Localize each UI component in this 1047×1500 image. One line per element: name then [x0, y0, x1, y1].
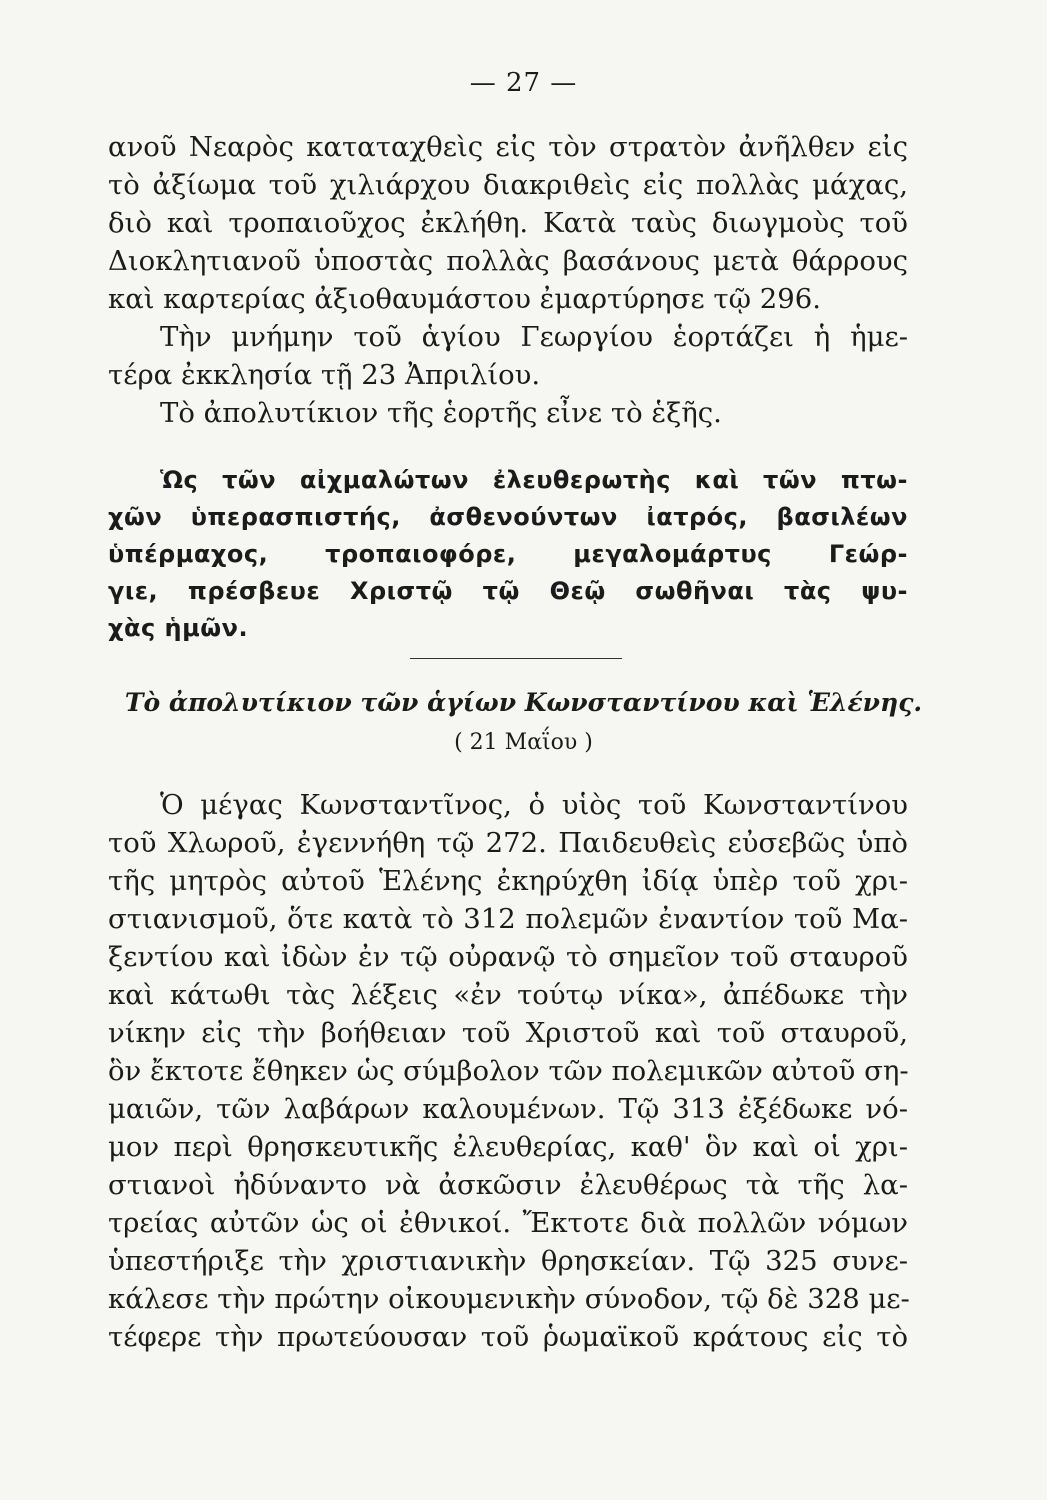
paragraph-saint-george — [108, 128, 908, 432]
text-line: κάλεσε τὴν πρώτην οἰκουμενικὴν σύνοδον, τῷ δὲ 328 με- — [108, 1283, 910, 1315]
text-line: ανοῦ Νεαρὸς καταταχθεὶς εἰς τὸν στρατὸν ἀνῆλθεν εἰς — [108, 131, 908, 163]
text-line: τρείας αὐτῶν ὡς οἱ ἐθνικοί. Ἔκτοτε διὰ πολλῶν νόμων — [108, 1207, 908, 1239]
hymn-line: χὰς ἡμῶν. — [108, 614, 249, 642]
section-heading: Τὸ ἀπολυτίκιον τῶν ἁγίων Κωνσταντίνου καὶ Ἑλένης. — [124, 688, 923, 717]
text-line: στιανοὶ ἠδύναντο νὰ ἀσκῶσιν ἐλευθέρως τὰ τῆς λα- — [108, 1169, 908, 1201]
section-divider — [410, 658, 622, 659]
text-line: καὶ καρτερίας ἀξιοθαυμάστου ἐμαρτύρησε τῷ 296. — [108, 283, 821, 315]
hymn-line: ὑπέρμαχος, τροπαιοφόρε, μεγαλομάρτυς Γεώρ- — [108, 540, 908, 568]
apolytikion-saint-george — [108, 462, 908, 647]
hymn-line: χῶν ὑπερασπιστής, ἀσθενούντων ἰατρός, βασιλέων — [108, 503, 908, 531]
text-line: νίκην εἰς τὴν βοήθειαν τοῦ Χριστοῦ καὶ τοῦ σταυροῦ, — [108, 1017, 908, 1049]
text-line: τέρα ἐκκλησία τῇ 23 Ἀπριλίου. — [108, 359, 541, 391]
text-line: ὑπεστήριξε τὴν χριστιανικὴν θρησκείαν. Τῷ 325 συνε- — [108, 1245, 908, 1277]
text-line: μαιῶν, τῶν λαβάρων καλουμένων. Τῷ 313 ἐξέδωκε νό- — [108, 1093, 908, 1125]
text-line: διὸ καὶ τροπαιοῦχος ἐκλήθη. Κατὰ ταὺς διωγμοὺς τοῦ — [108, 207, 908, 239]
text-line: καὶ κάτωθι τὰς λέξεις «ἐν τούτῳ νίκα», ἀπέδωκε τὴν — [108, 979, 908, 1011]
text-line: τῆς μητρὸς αὐτοῦ Ἑλένης ἐκηρύχθη ἰδίᾳ ὑπὲρ τοῦ χρι- — [108, 865, 908, 897]
text-line: ὃν ἔκτοτε ἔθηκεν ὡς σύμβολον τῶν πολεμικῶν αὐτοῦ ση- — [108, 1055, 909, 1087]
text-line: Ὁ μέγας Κωνσταντῖνος, ὁ υἱὸς τοῦ Κωνσταντίνου — [160, 789, 908, 821]
text-line: ξεντίου καὶ ἰδὼν ἐν τῷ οὐρανῷ τὸ σημεῖον τοῦ σταυροῦ — [108, 941, 908, 973]
paragraph-constantine-helen — [108, 786, 908, 1356]
text-line: Τὴν μνήμην τοῦ ἁγίου Γεωργίου ἑορτάζει ἡ ἡμε- — [160, 321, 908, 353]
text-line: τέφερε τὴν πρωτεύουσαν τοῦ ῥωμαϊκοῦ κράτους εἰς τὸ — [108, 1321, 908, 1353]
page-number: — 27 — — [469, 68, 578, 98]
hymn-line: Ὡς τῶν αἰχμαλώτων ἐλευθερωτὴς καὶ τῶν πτω- — [160, 466, 908, 494]
hymn-line: γιε, πρέσβευε Χριστῷ τῷ Θεῷ σωθῆναι τὰς ψυ- — [108, 577, 908, 605]
text-line: Τὸ ἀπολυτίκιον τῆς ἑορτῆς εἶνε τὸ ἑξῆς. — [160, 397, 722, 429]
text-line: τὸ ἀξίωμα τοῦ χιλιάρχου διακριθεὶς εἰς πολλὰς μάχας, — [108, 169, 908, 201]
text-line: μον περὶ θρησκευτικῆς ἐλευθερίας, καθ' ὃν καὶ οἱ χρι- — [108, 1131, 908, 1163]
text-line: τοῦ Χλωροῦ, ἐγεννήθη τῷ 272. Παιδευθεὶς εὐσεβῶς ὑπὸ — [108, 827, 908, 859]
text-line: στιανισμοῦ, ὅτε κατὰ τὸ 312 πολεμῶν ἐναντίον τοῦ Μα- — [108, 903, 908, 935]
section-date: ( 21 Μαΐου ) — [454, 730, 593, 755]
text-line: Διοκλητιανοῦ ὑποστὰς πολλὰς βασάνους μετὰ θάρρους — [108, 245, 908, 277]
